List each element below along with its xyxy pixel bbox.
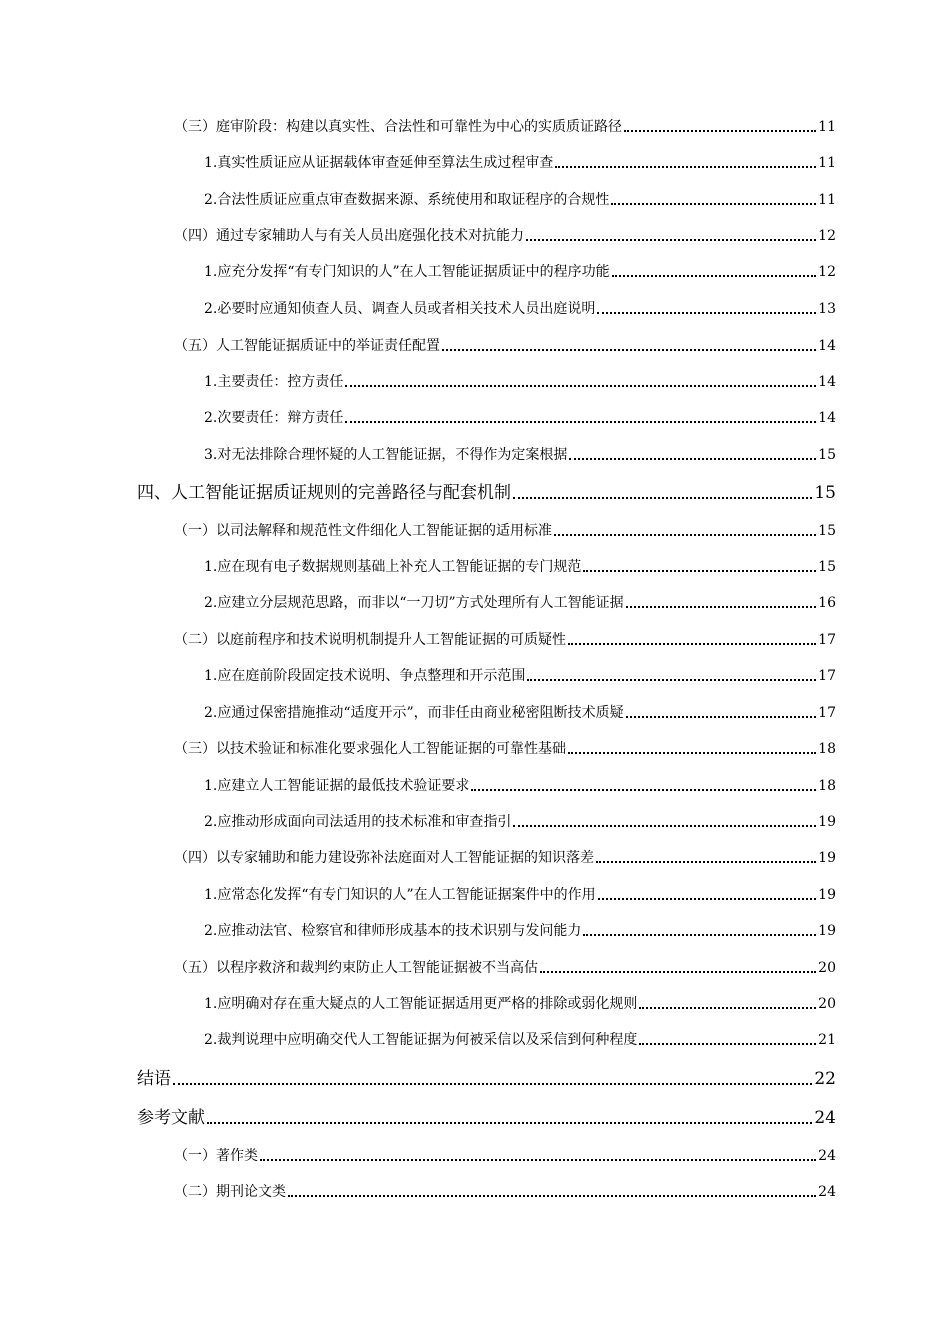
toc-entry[interactable] (204, 445, 836, 465)
toc-dot-leader (612, 275, 817, 277)
toc-entry-page: 19 (818, 923, 836, 939)
toc-dot-leader (611, 203, 816, 205)
toc-entry-title: （五）以程序救济和裁判约束防止人工智能证据被不当高估 (174, 960, 538, 976)
toc-dot-leader (583, 570, 816, 572)
toc-dot-leader (624, 130, 816, 132)
toc-entry-title: 2.必要时应通知侦查人员、调查人员或者相关技术人员出庭说明 (204, 301, 596, 317)
toc-dot-leader (345, 421, 816, 423)
toc-dot-leader (207, 1122, 812, 1124)
toc-entry-page: 19 (818, 887, 836, 903)
toc-entry-title: （二）以庭前程序和技术说明机制提升人工智能证据的可质疑性 (174, 632, 566, 648)
toc-dot-leader (597, 312, 816, 314)
toc-entry-page: 14 (818, 338, 836, 354)
toc-dot-leader (513, 497, 812, 499)
toc-entry-page: 14 (818, 374, 836, 390)
toc-entry[interactable] (174, 739, 836, 759)
toc-entry-page: 14 (818, 410, 836, 426)
toc-entry[interactable] (204, 703, 836, 723)
toc-entry[interactable] (204, 372, 836, 392)
toc-entry-page: 12 (818, 228, 836, 244)
toc-entry-title: 3.对无法排除合理怀疑的人工智能证据，不得作为定案根据 (204, 447, 568, 463)
toc-dot-leader (173, 1083, 812, 1085)
toc-dot-leader (527, 679, 816, 681)
toc-entry-chapter[interactable] (137, 481, 836, 505)
toc-entry[interactable] (174, 958, 836, 978)
toc-entry[interactable] (174, 630, 836, 650)
toc-entry-page: 20 (818, 996, 836, 1012)
toc-dot-leader (568, 752, 816, 754)
toc-entry-page: 19 (818, 814, 836, 830)
toc-entry-page: 15 (818, 559, 836, 575)
toc-dot-leader (526, 239, 816, 241)
toc-entry-title: 四、人工智能证据质证规则的完善路径与配套机制 (137, 483, 511, 503)
toc-entry[interactable] (204, 299, 836, 319)
toc-entry-page: 13 (818, 301, 836, 317)
toc-entry-title: 1.真实性质证应从证据载体审查延伸至算法生成过程审查 (204, 155, 554, 171)
toc-entry-title: 参考文献 (137, 1108, 205, 1128)
toc-entry-title: 1.应充分发挥“有专门知识的人”在人工智能证据质证中的程序功能 (204, 264, 610, 280)
toc-dot-leader (554, 534, 816, 536)
toc-entry-page: 17 (818, 668, 836, 684)
toc-dot-leader (442, 349, 816, 351)
toc-entry-title: 2.应推动法官、检察官和律师形成基本的技术识别与发问能力 (204, 923, 582, 939)
toc-entry-page: 15 (818, 447, 836, 463)
toc-entry[interactable] (204, 885, 836, 905)
toc-entry[interactable] (204, 153, 836, 173)
toc-dot-leader (555, 166, 816, 168)
toc-entry-page: 18 (818, 741, 836, 757)
toc-entry-title: 2.裁判说理中应明确交代人工智能证据为何被采信以及采信到何种程度 (204, 1032, 638, 1048)
toc-dot-leader (583, 934, 816, 936)
toc-entry[interactable] (204, 557, 836, 577)
toc-entry[interactable] (174, 848, 836, 868)
toc-entry-title: （三）庭审阶段：构建以真实性、合法性和可靠性为中心的实质质证路径 (174, 119, 622, 135)
toc-entry-page: 20 (818, 960, 836, 976)
toc-dot-leader (569, 458, 816, 460)
toc-entry-title: （五）人工智能证据质证中的举证责任配置 (174, 338, 440, 354)
toc-entry[interactable] (204, 408, 836, 428)
toc-entry-page: 24 (818, 1184, 836, 1200)
toc-dot-leader (598, 898, 817, 900)
toc-entry-title: 1.应明确对存在重大疑点的人工智能证据适用更严格的排除或弱化规则 (204, 996, 638, 1012)
toc-entry[interactable] (204, 921, 836, 941)
toc-entry[interactable] (204, 190, 836, 210)
toc-entry[interactable] (204, 994, 836, 1014)
toc-entry-title: 2.应通过保密措施推动“适度开示”，而非任由商业秘密阻断技术质疑 (204, 705, 624, 721)
toc-dot-leader (626, 606, 817, 608)
toc-entry-page: 16 (818, 595, 836, 611)
toc-entry-title: 2.次要责任：辩方责任 (204, 410, 344, 426)
toc-entry-page: 15 (814, 483, 836, 503)
toc-entry[interactable] (204, 666, 836, 686)
toc-dot-leader (596, 861, 816, 863)
toc-entry[interactable] (204, 1030, 836, 1050)
toc-dot-leader (288, 1195, 816, 1197)
toc-entry[interactable] (204, 812, 836, 832)
toc-dot-leader (568, 643, 816, 645)
toc-entry-title: 1.应建立人工智能证据的最低技术验证要求 (204, 778, 470, 794)
toc-entry[interactable] (174, 336, 836, 356)
toc-entry[interactable] (204, 262, 836, 282)
toc-entry-title: 1.应在现有电子数据规则基础上补充人工智能证据的专门规范 (204, 559, 582, 575)
toc-entry[interactable] (174, 226, 836, 246)
toc-dot-leader (626, 716, 817, 718)
toc-entry-page: 18 (818, 778, 836, 794)
toc-entry-page: 12 (818, 264, 836, 280)
toc-entry[interactable] (204, 593, 836, 613)
toc-entry-page: 24 (818, 1148, 836, 1164)
toc-entry-title: 2.应建立分层规范思路，而非以“一刀切”方式处理所有人工智能证据 (204, 595, 624, 611)
toc-entry-chapter[interactable] (137, 1067, 836, 1091)
toc-entry-title: （一）以司法解释和规范性文件细化人工智能证据的适用标准 (174, 523, 552, 539)
toc-entry-page: 22 (814, 1069, 836, 1089)
toc-entry[interactable] (174, 1146, 836, 1166)
toc-entry-title: （四）通过专家辅助人与有关人员出庭强化技术对抗能力 (174, 228, 524, 244)
toc-dot-leader (471, 789, 816, 791)
toc-entry-page: 15 (818, 523, 836, 539)
toc-entry[interactable] (174, 117, 836, 137)
toc-entry-page: 11 (818, 119, 836, 135)
toc-entry-title: 1.主要责任：控方责任 (204, 374, 344, 390)
toc-dot-leader (513, 825, 816, 827)
toc-dot-leader (639, 1043, 816, 1045)
toc-entry-page: 17 (818, 705, 836, 721)
toc-entry-page: 19 (818, 850, 836, 866)
toc-entry-page: 21 (818, 1032, 836, 1048)
toc-dot-leader (345, 385, 816, 387)
toc-entry-title: （三）以技术验证和标准化要求强化人工智能证据的可靠性基础 (174, 741, 566, 757)
toc-entry-page: 11 (818, 155, 836, 171)
toc-entry-chapter[interactable] (137, 1106, 836, 1130)
toc-entry[interactable] (174, 521, 836, 541)
toc-entry[interactable] (174, 1182, 836, 1202)
toc-entry-title: 2.合法性质证应重点审查数据来源、系统使用和取证程序的合规性 (204, 192, 610, 208)
toc-entry-title: 1.应常态化发挥“有专门知识的人”在人工智能证据案件中的作用 (204, 887, 596, 903)
toc-dot-leader (639, 1007, 816, 1009)
toc-entry-title: （一）著作类 (174, 1148, 258, 1164)
toc-entry-title: 2.应推动形成面向司法适用的技术标准和审查指引 (204, 814, 512, 830)
toc-dot-leader (260, 1159, 816, 1161)
toc-dot-leader (540, 971, 816, 973)
toc-entry-title: 结语 (137, 1069, 171, 1089)
toc-entry-page: 24 (814, 1108, 836, 1128)
toc-entry-page: 17 (818, 632, 836, 648)
toc-entry-page: 11 (818, 192, 836, 208)
toc-entry-title: （二）期刊论文类 (174, 1184, 286, 1200)
toc-entry[interactable] (204, 776, 836, 796)
toc-entry-title: （四）以专家辅助和能力建设弥补法庭面对人工智能证据的知识落差 (174, 850, 594, 866)
toc-entry-title: 1.应在庭前阶段固定技术说明、争点整理和开示范围 (204, 668, 526, 684)
